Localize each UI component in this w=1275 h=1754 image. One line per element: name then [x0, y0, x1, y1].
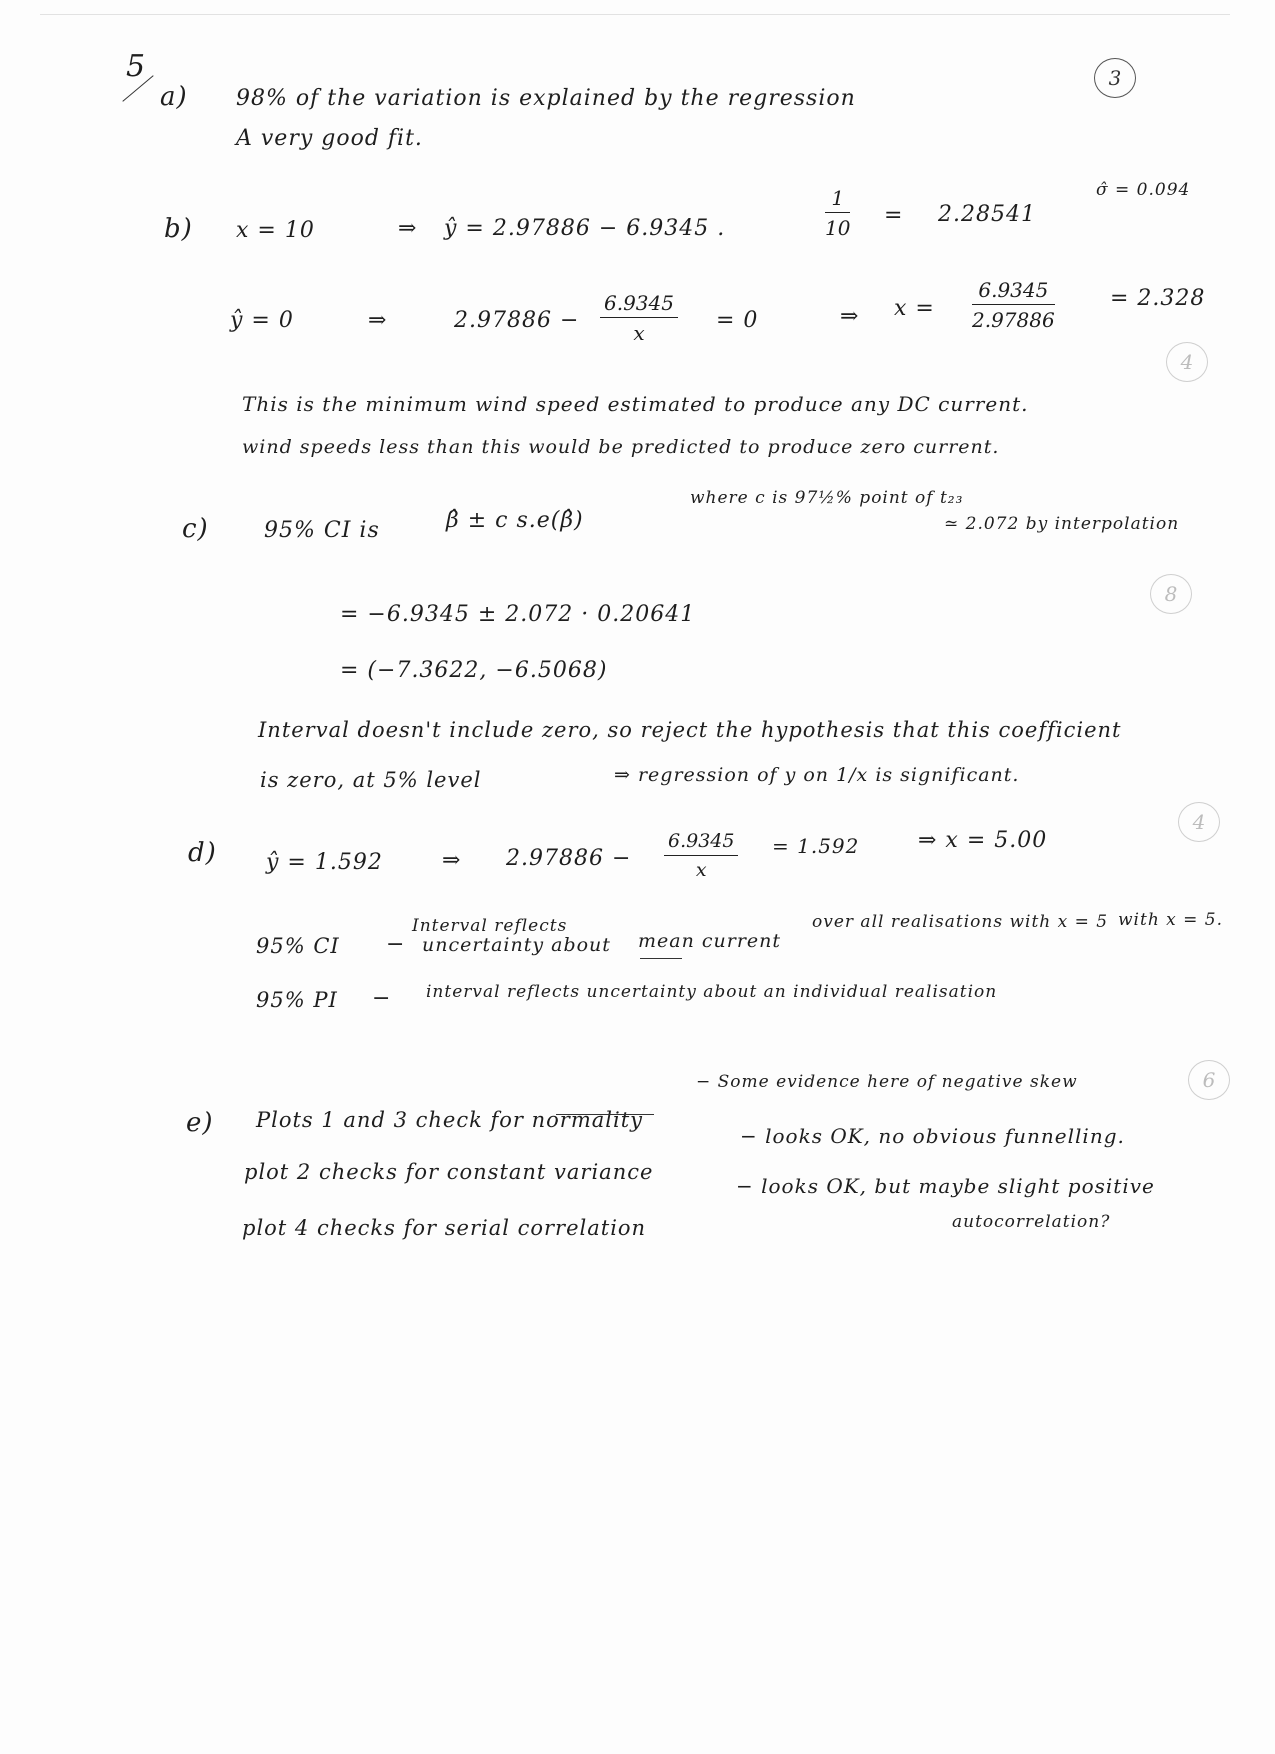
part-d-ci-dash: −	[386, 932, 406, 957]
fraction-numerator: 6.9345	[664, 832, 738, 856]
part-b-fraction-1-over-10	[825, 188, 850, 238]
part-b-x-value: x = 10	[236, 218, 315, 243]
part-b-score-mark: 4	[1166, 342, 1208, 382]
fraction-denominator: 10	[825, 216, 851, 240]
implies-arrow: ⇒	[398, 216, 418, 241]
equals-zero: = 0	[716, 308, 759, 333]
part-d-pi-text: interval reflects uncertainty about an individual realisation	[426, 982, 998, 1002]
part-b-fitted-result: 2.28541	[938, 202, 1036, 227]
part-c-substitution: = −6.9345 ± 2.072 · 0.20641	[340, 602, 696, 627]
part-d-ci-uncertainty: uncertainty about	[422, 934, 611, 956]
part-d-ci-label: 95% CI	[256, 934, 340, 958]
part-b-x-equals: x =	[894, 296, 935, 321]
part-d-ci-with-x: with x = 5.	[1118, 910, 1224, 930]
part-d-pi-label: 95% PI	[256, 988, 338, 1012]
part-d-score-mark: 4	[1178, 802, 1220, 842]
fraction-denominator: x	[633, 321, 645, 345]
fraction-numerator: 6.9345	[972, 280, 1055, 305]
part-e-normality-check: Plots 1 and 3 check for normality	[256, 1108, 643, 1132]
part-a-label: a)	[160, 82, 188, 112]
part-e-label: e)	[186, 1108, 214, 1138]
part-d-label: d)	[188, 838, 217, 868]
fraction-numerator: 6.9345	[600, 293, 678, 318]
part-a-line-2: A very good fit.	[236, 126, 423, 151]
equals-sign: =	[884, 203, 904, 228]
part-c-score-mark: 8	[1150, 574, 1192, 614]
part-e-variance-check: plot 2 checks for constant variance	[244, 1160, 654, 1184]
part-b-label: b)	[164, 214, 193, 244]
part-c-ci-intro: 95% CI is	[264, 518, 380, 543]
fraction-numerator: 1	[825, 188, 850, 213]
part-c-conclusion-3: ⇒ regression of y on 1/x is significant.	[614, 764, 1020, 786]
part-c-conclusion-1: Interval doesn't include zero, so reject the hypothesis that this coefficient	[258, 718, 1122, 742]
part-d-equals-value: = 1.592	[772, 834, 860, 858]
normality-underline	[556, 1114, 654, 1115]
part-b-fraction-solution	[972, 280, 1055, 330]
part-a-score-mark: 3	[1094, 58, 1136, 98]
part-d-ci-mean-current: mean current	[638, 930, 782, 952]
part-d-ci-realisations: over all realisations with x = 5	[812, 912, 1109, 932]
part-b-note-2: wind speeds less than this would be predicted to produce zero current.	[242, 436, 1000, 458]
part-b-note-1: This is the minimum wind speed estimated to produce any DC current.	[242, 392, 1029, 416]
part-b-x-result: = 2.328	[1110, 286, 1206, 311]
part-b-fraction-beta-over-x	[600, 293, 678, 343]
part-b-yhat-expression: ŷ = 2.97886 − 6.9345 .	[444, 216, 726, 241]
fraction-denominator: x	[695, 859, 707, 881]
implies-arrow: ⇒	[840, 304, 860, 329]
fraction-denominator: 2.97886	[972, 308, 1055, 332]
part-c-ci-formula: β̂ ± c s.e(β̂)	[446, 508, 584, 533]
part-e-variance-finding: − looks OK, no obvious funnelling.	[740, 1124, 1125, 1148]
implies-arrow: ⇒	[368, 308, 388, 333]
part-d-pi-dash: −	[372, 986, 392, 1011]
page-edge-line	[40, 14, 1230, 15]
part-c-conclusion-2: is zero, at 5% level	[260, 768, 482, 792]
part-d-yhat-value: ŷ = 1.592	[266, 850, 383, 875]
part-c-label: c)	[182, 514, 209, 544]
part-c-interval: = (−7.3622, −6.5068)	[340, 658, 608, 683]
part-b-equation-left: 2.97886 −	[454, 308, 580, 333]
part-e-score-mark: 6	[1188, 1060, 1230, 1100]
part-b-yhat-zero: ŷ = 0	[230, 308, 294, 333]
part-d-x-result: ⇒ x = 5.00	[918, 828, 1048, 853]
question-number: 5	[126, 49, 147, 84]
part-b-sigma-hat: σ̂ = 0.094	[1096, 180, 1191, 200]
part-a-line-1: 98% of the variation is explained by the regression	[236, 86, 856, 111]
implies-arrow: ⇒	[442, 848, 462, 873]
part-d-fraction	[664, 832, 738, 880]
part-c-interpolation: ≃ 2.072 by interpolation	[944, 514, 1180, 534]
part-e-serial-finding: − looks OK, but maybe slight positive	[736, 1174, 1155, 1198]
part-e-serial-check: plot 4 checks for serial correlation	[242, 1216, 647, 1240]
part-e-normality-finding: − Some evidence here of negative skew	[696, 1072, 1078, 1092]
part-c-critical-value-note: where c is 97½% point of t₂₃	[690, 488, 964, 508]
part-d-equation-left: 2.97886 −	[506, 846, 632, 871]
part-e-autocorrelation: autocorrelation?	[952, 1212, 1111, 1232]
mean-underline	[640, 958, 682, 959]
part-d-ci-note-top: Interval reflects	[412, 916, 568, 936]
